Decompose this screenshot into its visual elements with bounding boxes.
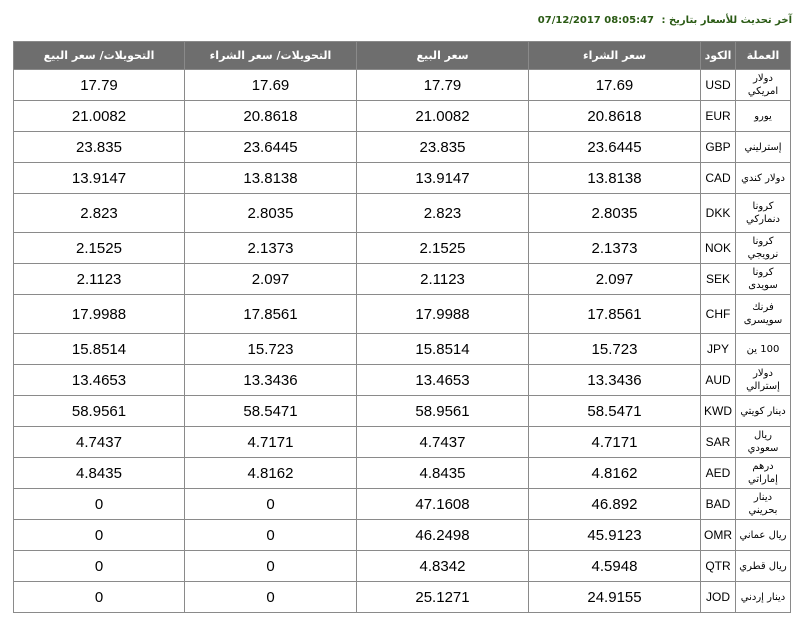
transfer-buy-rate-cell: 0 — [185, 520, 357, 551]
table-header-row — [14, 42, 791, 70]
sell-rate-cell: 13.4653 — [357, 365, 529, 396]
currency-name-cell: كرونا دنماركي — [736, 194, 791, 233]
transfer-buy-rate-cell: 15.723 — [185, 334, 357, 365]
transfer-sell-rate-cell: 4.8435 — [14, 458, 185, 489]
transfer-buy-rate-cell: 4.8162 — [185, 458, 357, 489]
table-body — [14, 70, 791, 613]
table-row — [14, 132, 791, 163]
currency-code-cell: KWD — [701, 396, 736, 427]
transfer-buy-rate-cell: 58.5471 — [185, 396, 357, 427]
header-transfer-sell: التحويلات/ سعر البيع — [14, 42, 185, 70]
currency-name-cell: دولار كندي — [736, 163, 791, 194]
table-row — [14, 194, 791, 233]
currency-code-cell: AUD — [701, 365, 736, 396]
currency-name-cell: ريال عماني — [736, 520, 791, 551]
transfer-buy-rate-cell: 0 — [185, 551, 357, 582]
transfer-sell-rate-cell: 0 — [14, 582, 185, 613]
table-row — [14, 101, 791, 132]
transfer-sell-rate-cell: 13.4653 — [14, 365, 185, 396]
table-row — [14, 70, 791, 101]
table-row — [14, 427, 791, 458]
currency-code-cell: JPY — [701, 334, 736, 365]
transfer-sell-rate-cell: 2.1525 — [14, 233, 185, 264]
currency-code-cell: OMR — [701, 520, 736, 551]
transfer-sell-rate-cell: 17.79 — [14, 70, 185, 101]
header-transfer-buy: التحويلات/ سعر الشراء — [185, 42, 357, 70]
sell-rate-cell: 4.7437 — [357, 427, 529, 458]
currency-code-cell: EUR — [701, 101, 736, 132]
exchange-rates-table — [13, 41, 791, 613]
transfer-sell-rate-cell: 2.1123 — [14, 264, 185, 295]
header-currency: العملة — [736, 42, 791, 70]
currency-code-cell: BAD — [701, 489, 736, 520]
transfer-buy-rate-cell: 4.7171 — [185, 427, 357, 458]
transfer-buy-rate-cell: 13.3436 — [185, 365, 357, 396]
buy-rate-cell: 46.892 — [529, 489, 701, 520]
buy-rate-cell: 23.6445 — [529, 132, 701, 163]
transfer-buy-rate-cell: 0 — [185, 489, 357, 520]
currency-code-cell: CAD — [701, 163, 736, 194]
currency-name-cell: يورو — [736, 101, 791, 132]
buy-rate-cell: 2.097 — [529, 264, 701, 295]
transfer-sell-rate-cell: 23.835 — [14, 132, 185, 163]
last-update-label: آخر تحديث للأسعار بتاريخ : — [661, 15, 792, 26]
buy-rate-cell: 4.7171 — [529, 427, 701, 458]
transfer-sell-rate-cell: 0 — [14, 551, 185, 582]
transfer-buy-rate-cell: 13.8138 — [185, 163, 357, 194]
table-row — [14, 163, 791, 194]
table-row — [14, 295, 791, 334]
buy-rate-cell: 24.9155 — [529, 582, 701, 613]
transfer-buy-rate-cell: 17.8561 — [185, 295, 357, 334]
currency-name-cell: دولار إسترالي — [736, 365, 791, 396]
currency-code-cell: NOK — [701, 233, 736, 264]
buy-rate-cell: 17.8561 — [529, 295, 701, 334]
buy-rate-cell: 15.723 — [529, 334, 701, 365]
currency-name-cell: إسترليني — [736, 132, 791, 163]
transfer-sell-rate-cell: 4.7437 — [14, 427, 185, 458]
transfer-buy-rate-cell: 2.8035 — [185, 194, 357, 233]
buy-rate-cell: 45.9123 — [529, 520, 701, 551]
currency-name-cell: كرونا نرويجي — [736, 233, 791, 264]
transfer-sell-rate-cell: 15.8514 — [14, 334, 185, 365]
currency-code-cell: SEK — [701, 264, 736, 295]
header-buy: سعر الشراء — [529, 42, 701, 70]
buy-rate-cell: 13.3436 — [529, 365, 701, 396]
buy-rate-cell: 2.8035 — [529, 194, 701, 233]
transfer-buy-rate-cell: 20.8618 — [185, 101, 357, 132]
sell-rate-cell: 4.8342 — [357, 551, 529, 582]
table-row — [14, 264, 791, 295]
transfer-sell-rate-cell: 13.9147 — [14, 163, 185, 194]
buy-rate-cell: 4.8162 — [529, 458, 701, 489]
table-row — [14, 458, 791, 489]
currency-name-cell: 100 ين — [736, 334, 791, 365]
table-row — [14, 396, 791, 427]
sell-rate-cell: 47.1608 — [357, 489, 529, 520]
currency-name-cell: دينار كويتي — [736, 396, 791, 427]
currency-name-cell: دينار إردني — [736, 582, 791, 613]
sell-rate-cell: 15.8514 — [357, 334, 529, 365]
sell-rate-cell: 2.1525 — [357, 233, 529, 264]
currency-name-cell: دينار بحريني — [736, 489, 791, 520]
buy-rate-cell: 4.5948 — [529, 551, 701, 582]
sell-rate-cell: 25.1271 — [357, 582, 529, 613]
table-row — [14, 233, 791, 264]
sell-rate-cell: 46.2498 — [357, 520, 529, 551]
transfer-sell-rate-cell: 17.9988 — [14, 295, 185, 334]
sell-rate-cell: 21.0082 — [357, 101, 529, 132]
currency-code-cell: CHF — [701, 295, 736, 334]
transfer-buy-rate-cell: 17.69 — [185, 70, 357, 101]
table-row — [14, 365, 791, 396]
currency-code-cell: SAR — [701, 427, 736, 458]
buy-rate-cell: 2.1373 — [529, 233, 701, 264]
table-row — [14, 520, 791, 551]
currency-name-cell: كرونا سويدى — [736, 264, 791, 295]
last-update-line — [538, 15, 792, 26]
table-row — [14, 489, 791, 520]
currency-name-cell: ريال سعودي — [736, 427, 791, 458]
sell-rate-cell: 17.79 — [357, 70, 529, 101]
transfer-buy-rate-cell: 0 — [185, 582, 357, 613]
table-row — [14, 551, 791, 582]
header-sell: سعر البيع — [357, 42, 529, 70]
sell-rate-cell: 2.1123 — [357, 264, 529, 295]
sell-rate-cell: 4.8435 — [357, 458, 529, 489]
sell-rate-cell: 23.835 — [357, 132, 529, 163]
transfer-buy-rate-cell: 2.1373 — [185, 233, 357, 264]
currency-code-cell: QTR — [701, 551, 736, 582]
transfer-sell-rate-cell: 2.823 — [14, 194, 185, 233]
table-row — [14, 582, 791, 613]
currency-code-cell: GBP — [701, 132, 736, 163]
last-update-timestamp: 07/12/2017 08:05:47 — [537, 15, 654, 26]
currency-code-cell: JOD — [701, 582, 736, 613]
currency-name-cell: فرنك سويسرى — [736, 295, 791, 334]
currency-code-cell: DKK — [701, 194, 736, 233]
sell-rate-cell: 17.9988 — [357, 295, 529, 334]
sell-rate-cell: 13.9147 — [357, 163, 529, 194]
currency-name-cell: دولار امريكي — [736, 70, 791, 101]
buy-rate-cell: 17.69 — [529, 70, 701, 101]
header-code: الكود — [701, 42, 736, 70]
currency-code-cell: AED — [701, 458, 736, 489]
table-row — [14, 334, 791, 365]
transfer-sell-rate-cell: 21.0082 — [14, 101, 185, 132]
transfer-buy-rate-cell: 2.097 — [185, 264, 357, 295]
transfer-sell-rate-cell: 58.9561 — [14, 396, 185, 427]
currency-code-cell: USD — [701, 70, 736, 101]
sell-rate-cell: 58.9561 — [357, 396, 529, 427]
transfer-sell-rate-cell: 0 — [14, 489, 185, 520]
buy-rate-cell: 58.5471 — [529, 396, 701, 427]
buy-rate-cell: 13.8138 — [529, 163, 701, 194]
currency-name-cell: ريال قطري — [736, 551, 791, 582]
buy-rate-cell: 20.8618 — [529, 101, 701, 132]
transfer-sell-rate-cell: 0 — [14, 520, 185, 551]
currency-name-cell: درهم إماراتي — [736, 458, 791, 489]
sell-rate-cell: 2.823 — [357, 194, 529, 233]
transfer-buy-rate-cell: 23.6445 — [185, 132, 357, 163]
